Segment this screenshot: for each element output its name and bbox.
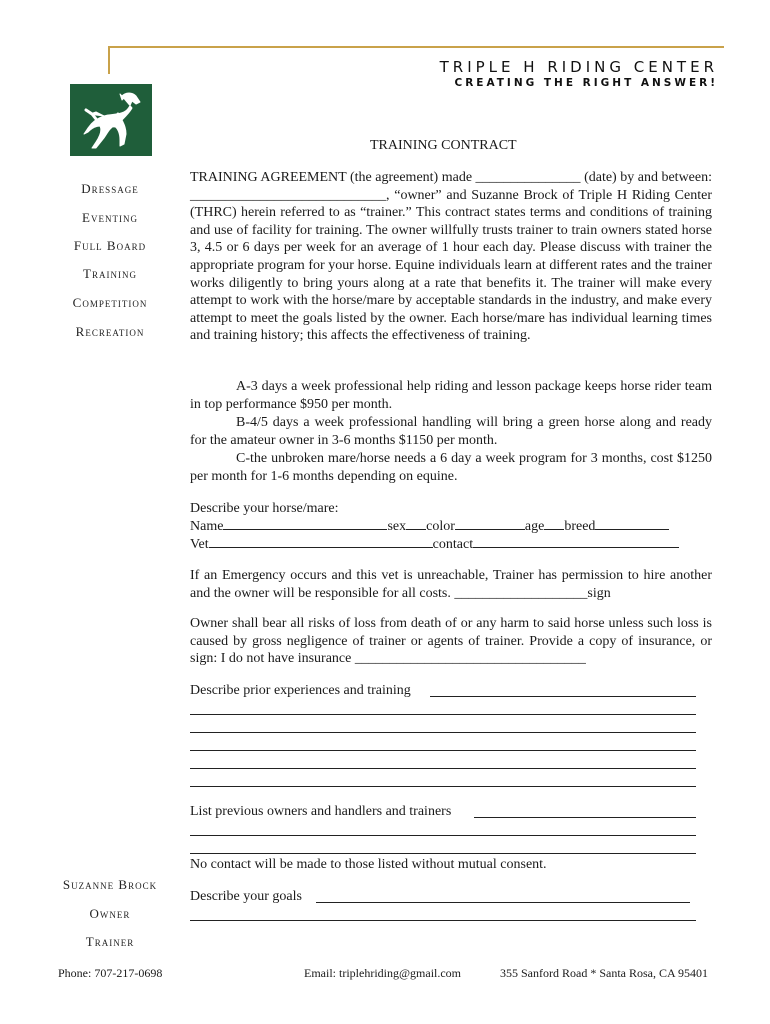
signature-name: Suzanne Brock xyxy=(62,877,158,892)
previous-owners-line-1[interactable] xyxy=(474,817,696,818)
horse-icon xyxy=(70,84,152,156)
footer-phone: Phone: 707-217-0698 xyxy=(58,966,163,980)
horse-fields-row xyxy=(190,517,712,536)
previous-owners-label: List previous owners and handlers and trainers xyxy=(190,804,452,819)
goals-label: Describe your goals xyxy=(190,889,302,904)
vet-field[interactable] xyxy=(209,535,433,548)
logo xyxy=(70,84,152,156)
sex-field[interactable] xyxy=(406,517,426,530)
footer-address: 355 Sanford Road * Santa Rosa, CA 95401 xyxy=(500,966,708,980)
document-title: TRAINING CONTRACT xyxy=(370,138,517,153)
field-age-label: age xyxy=(524,519,545,534)
service-training: Training xyxy=(83,266,137,281)
header-rule-left xyxy=(108,46,110,74)
field-color-label: color xyxy=(426,519,455,534)
tagline: CREATING THE RIGHT ANSWER! xyxy=(454,77,718,89)
prior-experience-line-3[interactable] xyxy=(190,732,696,733)
name-field[interactable] xyxy=(223,517,387,530)
previous-owners-line-3[interactable] xyxy=(190,853,696,854)
signature-role-owner: Owner xyxy=(89,906,131,921)
prior-experience-line-5[interactable] xyxy=(190,768,696,769)
prior-experience-line-6[interactable] xyxy=(190,786,696,787)
field-breed-label: breed xyxy=(564,519,596,534)
goals-line-2[interactable] xyxy=(190,920,696,921)
no-contact-note: No contact will be made to those listed without mutual consent. xyxy=(190,857,547,872)
vet-contact-field[interactable] xyxy=(473,535,679,548)
package-a: A-3 days a week professional help riding and lesson package keeps horse rider team in top performance $950 per month. xyxy=(190,379,712,412)
field-contact-label: contact xyxy=(432,537,474,552)
service-eventing: Eventing xyxy=(82,210,138,225)
service-full-board: Full Board xyxy=(73,238,147,253)
prior-experience-line-2[interactable] xyxy=(190,714,696,715)
center-name: TRIPLE H RIDING CENTER xyxy=(439,58,718,76)
signature-role-trainer: Trainer xyxy=(85,934,135,949)
agreement-paragraph: TRAINING AGREEMENT (the agreement) made _______________ (date) by and between: ____________________________, “owner” and Suzanne Brock of Triple H Riding Center (THRC) herein referred to as “trainer.” This contract states terms and conditions of training and use of facility for training. The owner willfully trusts trainer to train owners stated horse 3, 4.5 or 6 days per week for an average of 1 hour each day. Please discuss with trainer the appropriate program for your horse. Equine individuals learn at different rates and the trainer works diligently to bring yours along at a rate that benefits it. The trainer will make every attempt to work with the horse/mare by acceptable standards in the industry, and make every attempt to meet the goals listed by the owner. Each horse/mare has individual learning times and training history; this affects the effectiveness of training. xyxy=(190,170,712,344)
field-sex-label: sex xyxy=(387,519,407,534)
field-vet-label: Vet xyxy=(190,537,209,552)
service-dressage: Dressage xyxy=(81,181,139,196)
color-field[interactable] xyxy=(455,517,525,530)
prior-experience-line-4[interactable] xyxy=(190,750,696,751)
field-name-label: Name xyxy=(190,519,224,534)
service-competition: Competition xyxy=(72,295,148,310)
header-rule-top xyxy=(108,46,724,48)
previous-owners-line-2[interactable] xyxy=(190,835,696,836)
footer-email: Email: triplehriding@gmail.com xyxy=(304,966,462,980)
package-b: B-4/5 days a week professional handling will bring a green horse along and ready for the amateur owner in 3-6 months $1150 per month. xyxy=(190,415,712,448)
age-field[interactable] xyxy=(544,517,564,530)
emergency-paragraph: If an Emergency occurs and this vet is unreachable, Trainer has permission to hire another and the owner will be responsible for all costs. ___________________sign xyxy=(190,568,712,601)
package-c: C-the unbroken mare/horse needs a 6 day a week program for 3 months, cost $1250 per month for 1-6 months depending on equine. xyxy=(190,451,712,484)
service-recreation: Recreation xyxy=(75,324,145,339)
goals-line-1[interactable] xyxy=(316,902,690,903)
prior-experience-line-1[interactable] xyxy=(430,696,696,697)
vet-fields-row xyxy=(190,535,712,554)
breed-field[interactable] xyxy=(595,517,669,530)
risk-paragraph: Owner shall bear all risks of loss from death of or any harm to said horse unless such loss is caused by gross negligence of trainer or agents of trainer. Provide a copy of insurance, or sign: I do not have insurance _________________________________ xyxy=(190,616,712,667)
describe-horse-label: Describe your horse/mare: xyxy=(190,501,339,516)
prior-experience-label: Describe prior experiences and training xyxy=(190,683,411,698)
